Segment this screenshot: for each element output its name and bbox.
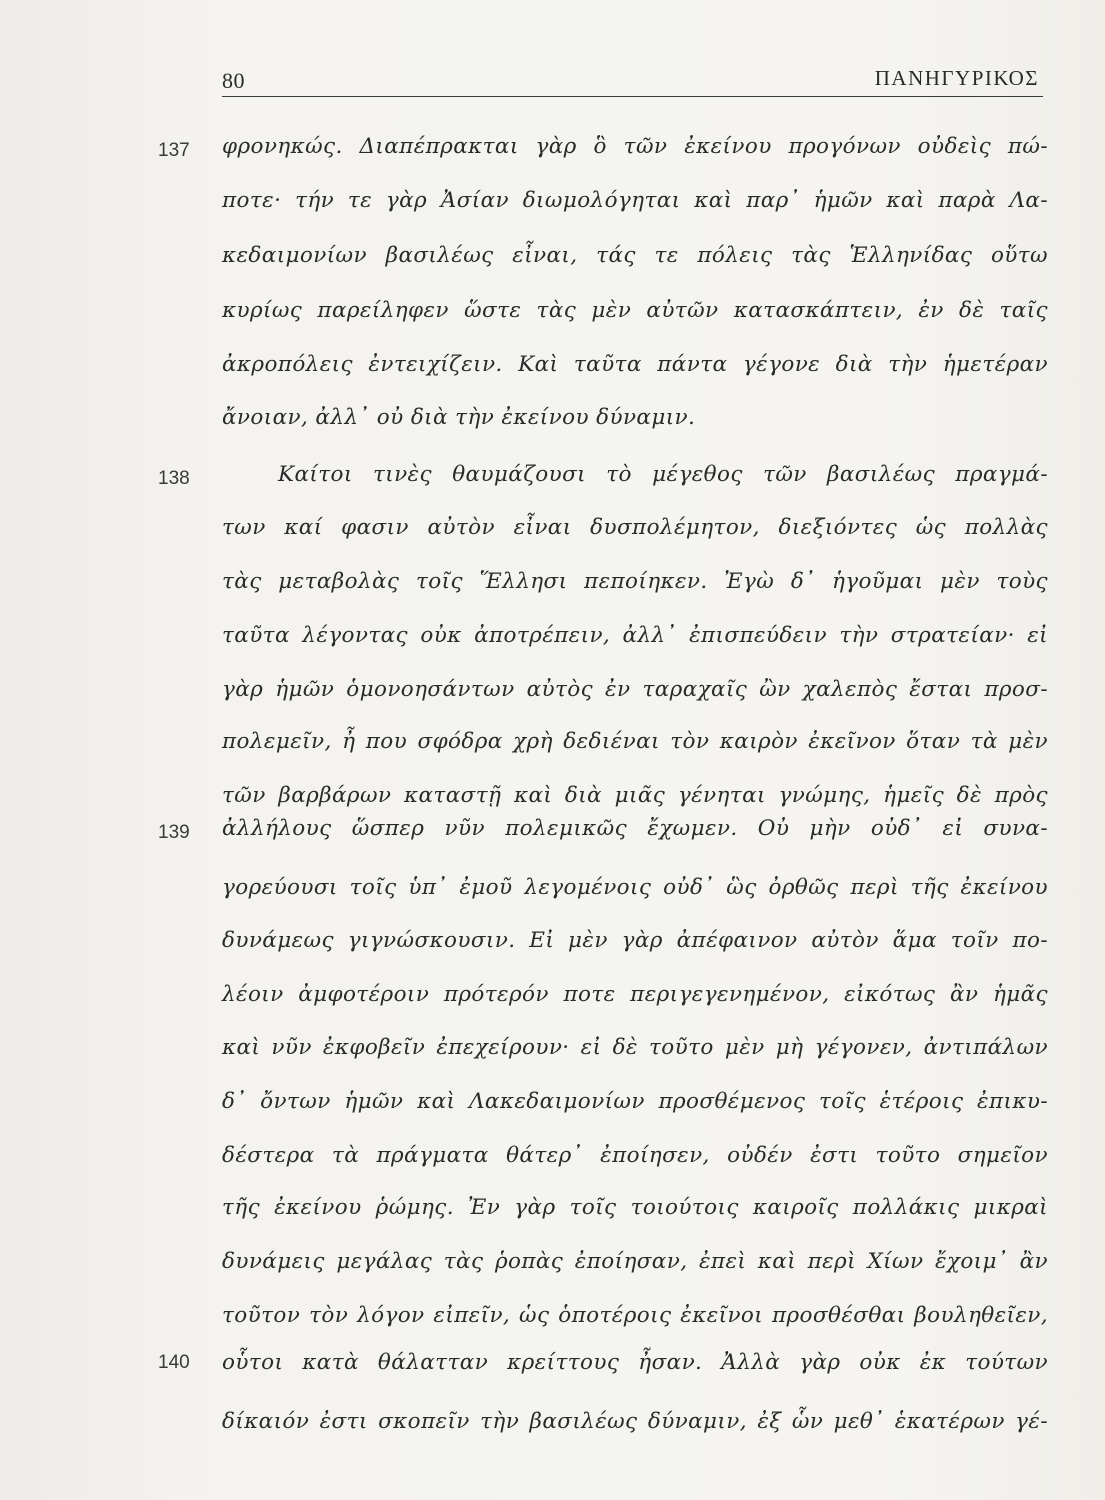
section-number: 139 — [158, 822, 190, 843]
text-line: δίκαιόν ἐστι σκοπεῖν τὴν βασιλέως δύναμιν, ἐξ ὧν μεθ᾽ ἑκατέρων γέ- — [222, 1409, 1048, 1434]
text-line: κεδαιμονίων βασιλέως εἶναι, τάς τε πόλεις τὰς Ἑλληνίδας οὕτω — [222, 243, 1048, 268]
text-line: γὰρ ἡμῶν ὁμονοησάντων αὐτὸς ἐν ταραχαῖς ὢν χαλεπὸς ἔσται προσ- — [222, 677, 1048, 702]
page-number: 80 — [222, 68, 245, 93]
text-line: τοῦτον τὸν λόγον εἰπεῖν, ὡς ὁποτέροις ἐκεῖνοι προσθέσθαι βουληθεῖεν, — [222, 1303, 1048, 1328]
text-line: δέστερα τὰ πράγματα θάτερ᾽ ἐποίησεν, οὐδέν ἐστι τοῦτο σημεῖον — [222, 1143, 1048, 1168]
text-line: καὶ νῦν ἐκφοβεῖν ἐπεχείρουν· εἰ δὲ τοῦτο μὲν μὴ γέγονεν, ἀντιπάλων — [222, 1035, 1048, 1060]
text-line: λέοιν ἀμφοτέροιν πρότερόν ποτε περιγεγενημένον, εἰκότως ἂν ἡμᾶς — [222, 982, 1048, 1007]
text-line: γορεύουσι τοῖς ὑπ᾽ ἐμοῦ λεγομένοις οὐδ᾽ ὣς ὀρθῶς περὶ τῆς ἐκείνου — [222, 875, 1048, 900]
text-line: ἀλλήλους ὥσπερ νῦν πολεμικῶς ἔχωμεν. Οὐ μὴν οὐδ᾽ εἰ συνα- — [222, 816, 1048, 841]
text-line: φρονηκώς. Διαπέπρακται γὰρ ὃ τῶν ἐκείνου προγόνων οὐδεὶς πώ- — [222, 134, 1048, 159]
section-number: 138 — [158, 468, 190, 489]
running-head: ΠΑΝΗΓΥΡΙΚΟΣ — [874, 66, 1039, 90]
section-number: 137 — [158, 140, 190, 161]
text-line: τῆς ἐκείνου ῥώμης. Ἐν γὰρ τοῖς τοιούτοις καιροῖς πολλάκις μικραὶ — [222, 1195, 1048, 1220]
section-number: 140 — [158, 1352, 190, 1373]
text-line: ἀκροπόλεις ἐντειχίζειν. Καὶ ταῦτα πάντα γέγονε διὰ τὴν ἡμετέραν — [222, 352, 1048, 377]
text-line: κυρίως παρείληφεν ὥστε τὰς μὲν αὐτῶν κατασκάπτειν, ἐν δὲ ταῖς — [222, 298, 1048, 323]
text-line: των καί φασιν αὐτὸν εἶναι δυσπολέμητον, διεξιόντες ὡς πολλὰς — [222, 515, 1048, 540]
text-line: οὗτοι κατὰ θάλατταν κρείττους ἦσαν. Ἀλλὰ γὰρ οὐκ ἐκ τούτων — [222, 1350, 1048, 1375]
text-line: ταῦτα λέγοντας οὐκ ἀποτρέπειν, ἀλλ᾽ ἐπισπεύδειν τὴν στρατείαν· εἰ — [222, 623, 1048, 648]
text-line: ἄνοιαν, ἀλλ᾽ οὐ διὰ τὴν ἐκείνου δύναμιν. — [222, 405, 696, 430]
text-line: τὰς μεταβολὰς τοῖς Ἕλλησι πεποίηκεν. Ἐγὼ δ᾽ ἡγοῦμαι μὲν τοὺς — [222, 569, 1048, 594]
text-line: Καίτοι τινὲς θαυμάζουσι τὸ μέγεθος τῶν βασιλέως πραγμά- — [278, 462, 1048, 487]
text-line: πολεμεῖν, ἦ που σφόδρα χρὴ δεδιέναι τὸν καιρὸν ἐκεῖνον ὅταν τὰ μὲν — [222, 729, 1048, 754]
header-rule — [222, 96, 1043, 97]
text-line: δυνάμεως γιγνώσκουσιν. Εἰ μὲν γὰρ ἀπέφαινον αὐτὸν ἅμα τοῖν πο- — [222, 928, 1048, 953]
text-line: δυνάμεις μεγάλας τὰς ῥοπὰς ἐποίησαν, ἐπεὶ καὶ περὶ Χίων ἔχοιμ᾽ ἂν — [222, 1249, 1048, 1274]
text-line: τῶν βαρβάρων καταστῇ καὶ διὰ μιᾶς γένηται γνώμης, ἡμεῖς δὲ πρὸς — [222, 783, 1048, 808]
text-line: δ᾽ ὄντων ἡμῶν καὶ Λακεδαιμονίων προσθέμενος τοῖς ἑτέροις ἐπικυ- — [222, 1089, 1048, 1114]
text-line: ποτε· τήν τε γὰρ Ἀσίαν διωμολόγηται καὶ παρ᾽ ἡμῶν καὶ παρὰ Λα- — [222, 188, 1048, 213]
